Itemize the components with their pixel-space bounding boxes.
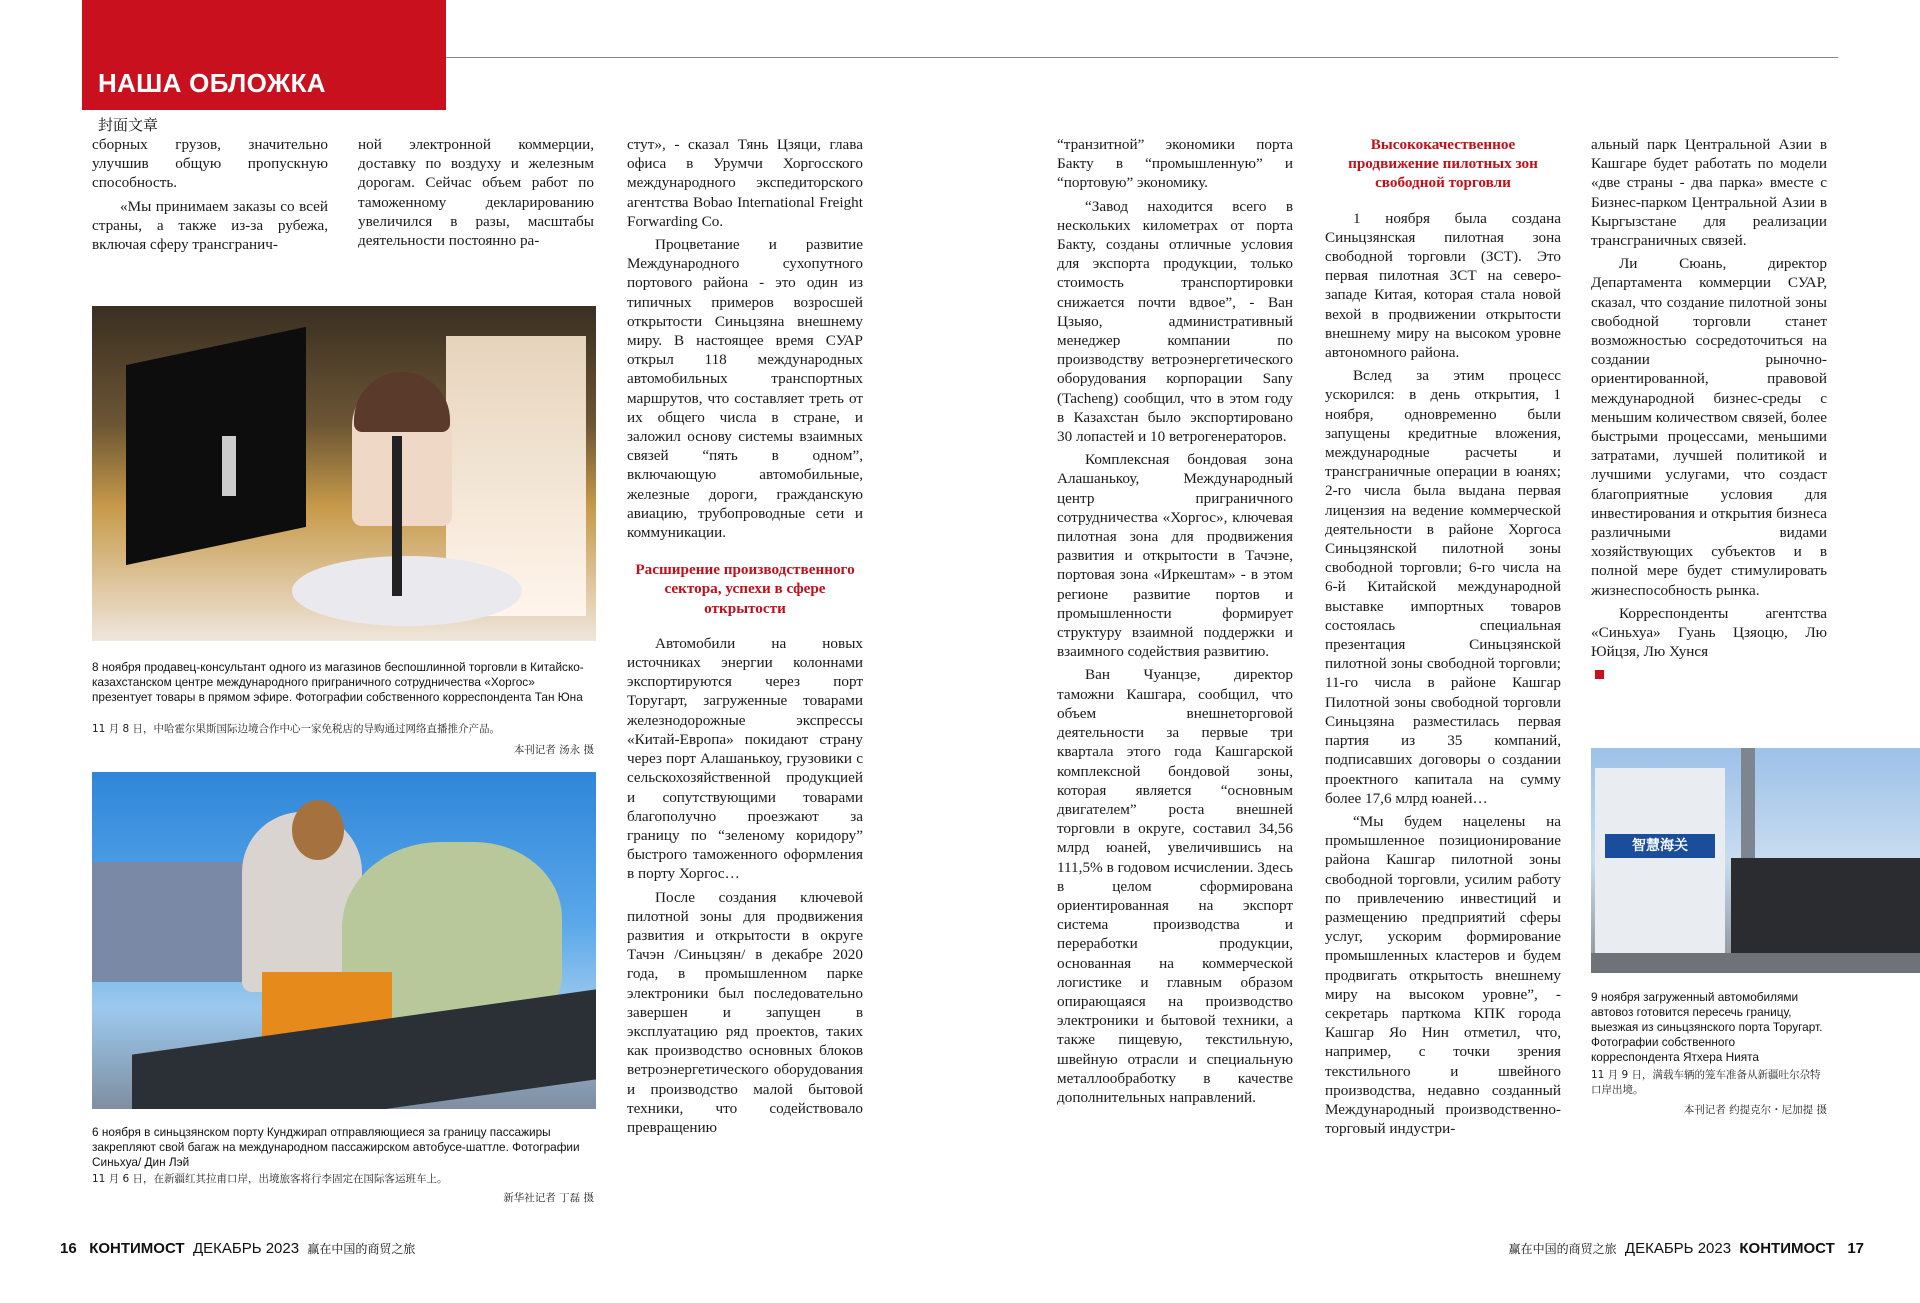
- photo-livestream-seller: [92, 306, 596, 641]
- paragraph: “Завод находится всего в нескольких километрах от порта Бакту, созданы отличные условия для экспорта продукции, только стоимость транспортировки снижается почти вдвое”, - Ван Цзыяо, административный менеджер компании по производству ветроэнергетического оборудования корпорации Sany (Tacheng) сообщил, что в этом году в Казахстан было экспортировано 30 лопастей и 10 ветрогенераторов.: [1057, 197, 1293, 446]
- left-col1-top: [92, 135, 328, 258]
- paragraph: Корреспонденты агентства «Синьхуа» Гуань Цзяоцю, Лю Юйцзя, Лю Хунся: [1591, 604, 1827, 661]
- left-col2-top: [358, 135, 594, 254]
- right-col6: [1591, 135, 1827, 685]
- photo-passenger-luggage-bus: [92, 772, 596, 1109]
- subheading: Высококачественное продвижение пилотных зон свободной торговли: [1348, 136, 1538, 192]
- building: [92, 862, 252, 982]
- paragraph: «Мы принимаем заказы со всей страны, а также из-за рубежа, включая сферу трансгранич-: [92, 197, 328, 254]
- slogan-cn: 赢在中国的商贸之旅: [1508, 1242, 1617, 1256]
- phone-tripod: [392, 436, 402, 596]
- paragraph: Комплексная бондовая зона Алашанькоу, Международный центр приграничного сотрудничества «Хоргос», ключевая пилотная зона для продвижения развития и открытости в Тачэне, портовая зона «Иркештам» - в этом регионе развитие портов и промышленности формирует структуру взаимной поддержки и взаимного содействия развитию.: [1057, 451, 1293, 661]
- magazine-name: КОНТИМОСТ: [89, 1240, 185, 1257]
- slogan-cn: 赢在中国的商贸之旅: [307, 1242, 416, 1256]
- product-table: [292, 556, 522, 626]
- issue-date: ДЕКАБРЬ 2023: [1624, 1240, 1732, 1257]
- paragraph: Автомобили на новых источниках энергии колоннами экспортируются через порт Торугарт, загруженные товарами железнодорожные экспрессы «Китай-Европа» покидают страну через порт Алашанькоу, грузовики с сельскохозяйственной продукцией и сопутствующими товарами благополучно проезжают за границу по “зеленому коридору” быстрого таможенного оформления в порту Хоргос…: [627, 634, 863, 883]
- footer-left: [60, 1240, 415, 1257]
- header-rule: [446, 57, 1838, 58]
- paragraph: 1 ноября была создана Синьцзянская пилотная зона свободной торговли (ЗСТ). Это первая пилотная ЗСТ на северо-западе Китая, которая стала новой вехой в продвижении открытости внешнему миру на высоком уровне автономного района.: [1325, 209, 1561, 362]
- photo1-caption-cn: 11 月 8 日，中哈霍尔果斯国际边境合作中心一家免税店的导购通过网络直播推介产品。: [92, 723, 501, 735]
- photo3-credit: 本刊记者 约提克尔・尼加提 摄: [1683, 1104, 1827, 1116]
- photo1-caption: 8 ноября продавец-консультант одного из магазинов беспошлинной торговли в Китайско-казахстанском центре международного приграничного сотрудничества «Хоргос» презентует товары в прямом эфире. Фотографии собственного корреспондента Тан Юна: [92, 660, 584, 704]
- paragraph: Ли Сюань, директор Департамента коммерции СУАР, сказал, что создание пилотной зоны свободной торговли станет возможностью сосредоточиться на создании рыночно-ориентированной, правовой международной бизнес-среды с меньшим количеством связей, более быстрыми процессами, меньшими затратами, лучшей политикой и лучшими услугами, что создаст благоприятные условия для инвестирования и открытия бизнеса различными видами хозяйствующих субъектов и в полной мере будет стимулировать жизнеспособность рынка.: [1591, 255, 1827, 599]
- footer-right: [1509, 1240, 1864, 1257]
- section-title: НАША ОБЛОЖКА: [98, 68, 326, 98]
- customs-sign: 智慧海关: [1605, 834, 1715, 858]
- photo2-caption-cn: 11 月 6 日，在新疆红其拉甫口岸，出境旅客将行李固定在国际客运班车上。: [92, 1173, 448, 1185]
- page-number: 17: [1847, 1240, 1864, 1257]
- right-col4: [1057, 135, 1293, 1111]
- paragraph: альный парк Центральной Азии в Кашгаре будет работать по модели «две страны - два парка» вместе с Бизнес-парком Центральной Азии в Кыргызстане для реализации трансграничных связей.: [1591, 136, 1827, 250]
- softbox-light: [126, 327, 306, 565]
- right-col5: [1325, 135, 1561, 1142]
- road: [1591, 953, 1920, 973]
- issue-date: ДЕКАБРЬ 2023: [192, 1240, 300, 1257]
- photo-car-carrier-customs: [1591, 748, 1920, 973]
- end-mark: [1595, 670, 1604, 679]
- car-carrier-truck: [1731, 858, 1920, 953]
- paragraph: сборных грузов, значительно улучшив общую пропускную способность.: [92, 136, 328, 192]
- section-header-bar: [82, 0, 446, 110]
- customs-building: [1595, 768, 1725, 968]
- paragraph: “Мы будем нацелены на промышленное позиционирование района Кашгар пилотной зоны свободной торговли, усилим работу по привлечению инвестиций и размещению предприятий сферы услуг, ускорим формирование промышленных кластеров и будем продвигать открытость внешнему миру на высоком уровне”, - секретарь парткома КПК города Кашгар Яо Нин отметил, что, например, с точки зрения текстильного и швейного производства, недавно созданный Международный производственно-торговый индустри-: [1325, 812, 1561, 1138]
- page-number: 16: [60, 1240, 77, 1257]
- softbox-label: [222, 436, 236, 496]
- paragraph: “транзитной” экономики порта Бакту в “промышленную” и “портовую” экономику.: [1057, 136, 1293, 192]
- photo3-caption-cn: 11 月 9 日，满载车辆的笼车准备从新疆吐尔尕特口岸出境。: [1591, 1069, 1821, 1096]
- man-head: [292, 800, 344, 860]
- section-subtitle-cn: 封面文章: [98, 116, 159, 134]
- paragraph: стут», - сказал Тянь Цзяци, глава офиса в Урумчи Хоргосского международного экспедиторского агентства Bobao International Freight Forwarding Co.: [627, 136, 863, 230]
- left-col3: [627, 135, 863, 1141]
- photo2-credit: 新华社记者 丁磊 摄: [503, 1192, 594, 1204]
- subheading: Расширение производственного сектора, успехи в сфере открытости: [635, 561, 855, 617]
- paragraph: ной электронной коммерции, доставку по воздуху и железным дорогам. Сейчас объем работ по таможенному декларированию увеличился в разы, масштабы деятельности постоянно ра-: [358, 136, 594, 250]
- paragraph: Вслед за этим процесс ускорился: в день открытия, 1 ноября, одновременно были запущены кредитные вложения, международные расчеты и трансграничные операции в юанях; 2-го числа была выдана первая лицензия на ведение коммерческой деятельности в районе Хоргоса Синьцзянской пилотной зоны свободной торговли; 6-го числа на 6-й Китайской международной выставке импортных товаров состоялась специальная презентация Синьцзянской пилотной зоны свободной торговли; 11-го числа в районе Кашгар Пилотной зоны свободной торговли Синьцзяна разместилась первая партия из 35 компаний, подписавших договоры о создании проектного капитала на сумму более 17,6 млрд юаней…: [1325, 367, 1561, 807]
- magazine-name: КОНТИМОСТ: [1739, 1240, 1835, 1257]
- photo1-credit: 本刊记者 汤永 摄: [513, 744, 594, 756]
- paragraph: После создания ключевой пилотной зоны для продвижения развития и открытости в округе Тачэн /Синьцзян/ в декабре 2020 года, в промышленном парке электроники был последовательно завершен и запущен в эксплуатацию ряд проектов, таких как производство основных блоков ветроэнергетического оборудования и производство малой бытовой техники, что содействовало превращению: [627, 888, 863, 1136]
- presenter-hair: [354, 372, 450, 432]
- paragraph: Ван Чуанцзе, директор таможни Кашгара, сообщил, что объем внешнеторговой деятельности за первые три квартала этого года Кашгарской комплексной бондовой зоны, которая является “основным двигателем” роста внешней торговли в округе, составил 34,56 млрд юаней, увеличившись на 111,5% в годовом исчислении. Здесь в целом сформирована ориентированная на экспорт система производства и переработки продукции, основанная на коммерческой логистике и главным образом опирающаяся на производство электроники и бытовой техники, а также пищевую, текстильную, швейную отрасли и специальную металлообработку в качестве дополнительных направлений.: [1057, 666, 1293, 1106]
- photo3-caption: 9 ноября загруженный автомобилями автовоз готовится пересечь границу, выезжая из синьцзянского порта Торугарт. Фотографии собственного корреспондента Ятхера Нията: [1591, 990, 1823, 1064]
- paragraph: Процветание и развитие Международного сухопутного портового района - это один из типичных примеров возросшей открытости Синьцзяна внешнему миру. В настоящее время СУАР открыл 118 международных автомобильных транспортных маршрутов, что составляет треть от их общего числа в стране, и заложил основу системы взаимных связей “пять в одном”, включающую автомобильные, железные дороги, гражданскую авиацию, трубопроводные сети и коммуникации.: [627, 236, 863, 542]
- photo2-caption: 6 ноября в синьцзянском порту Кунджирап отправляющиеся за границу пассажиры закрепляют свой багаж на международном пассажирском автобусе-шаттле. Фотографии Синьхуа/ Дин Лэй: [92, 1125, 580, 1169]
